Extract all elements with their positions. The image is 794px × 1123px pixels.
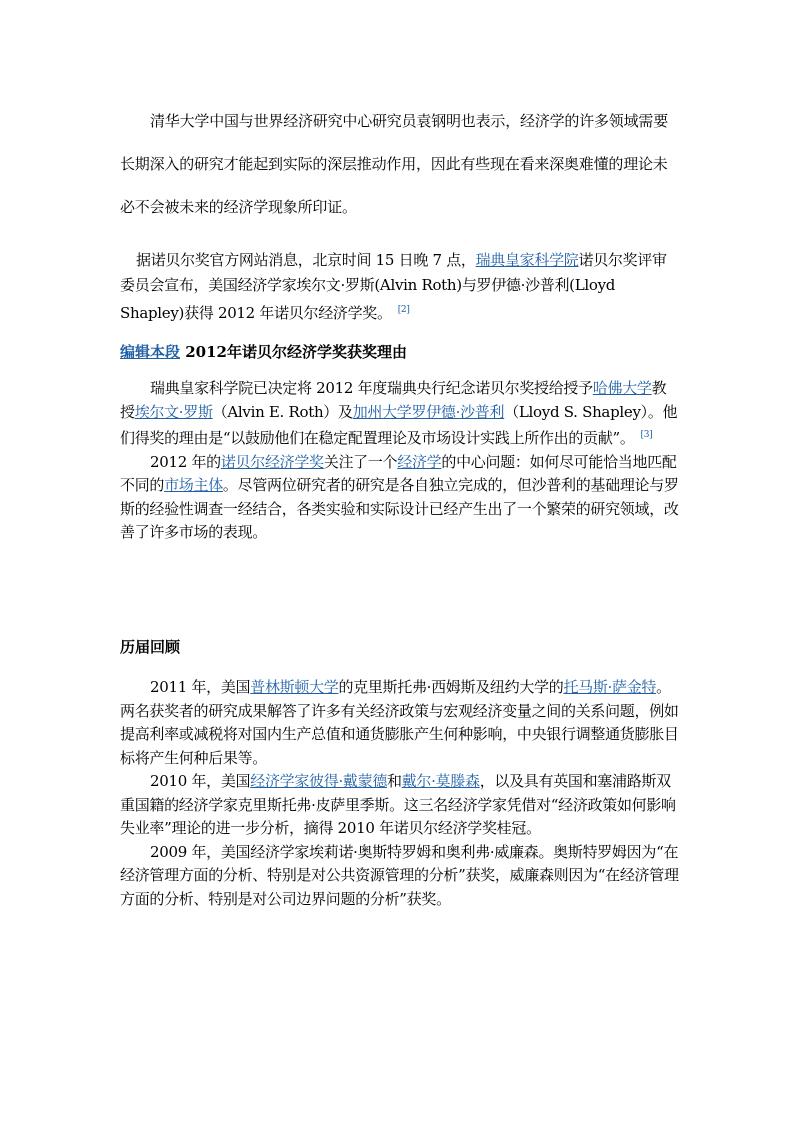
- section-heading: [120, 341, 680, 363]
- link-royal-swedish-academy[interactable]: 瑞典皇家科学院: [475, 251, 579, 269]
- text-segment: 和: [387, 772, 402, 790]
- text-segment: 教授: [120, 379, 667, 421]
- section-title: 2012年诺贝尔经济学奖获奖理由: [185, 343, 407, 361]
- link-alvin-roth[interactable]: 埃尔文·罗斯: [134, 402, 213, 421]
- link-economics[interactable]: 经济学: [397, 452, 442, 471]
- text-segment: 。尽管两位研究者的研究是各自独立完成的，但沙普利的基础理论与罗斯的经验性调查一经结合，各类实验和实际设计已经产生出了一个繁荣的研究领域，改善了许多市场的表现。: [120, 476, 679, 541]
- text-segment: 关注了一个: [323, 452, 398, 471]
- link-harvard[interactable]: 哈佛大学: [592, 379, 652, 397]
- link-peter-diamond[interactable]: 经济学家彼得·戴蒙德: [250, 772, 388, 790]
- paragraph-2009: [120, 841, 680, 912]
- section-title: 历届回顾: [120, 638, 181, 656]
- section-past-review: [120, 636, 680, 911]
- text-segment: ，以及具有英国和塞浦路斯双重国籍的经济学家克里斯托弗·皮萨里季斯。这三名经济学家凭借对“经济政策如何影响失业率”理论的进一步分析，摘得 2010 年诺贝尔经济学奖桂冠。: [120, 772, 676, 837]
- link-lloyd-shapley[interactable]: 加州大学罗伊德·沙普利: [352, 402, 505, 421]
- text-segment: 2012 年的: [150, 452, 221, 471]
- text-segment: 2011 年，美国: [150, 678, 251, 696]
- link-thomas-sargent[interactable]: 托马斯·萨金特: [563, 678, 657, 696]
- text-segment: 2010 年，美国: [150, 772, 251, 790]
- link-dale-mortensen[interactable]: 戴尔·莫滕森: [401, 772, 480, 790]
- paragraph-2010: [120, 770, 680, 841]
- text-segment: 的克里斯托弗·西姆斯及纽约大学的: [338, 678, 564, 696]
- reference-2[interactable]: [2]: [397, 305, 410, 315]
- paragraph-award-reason: [120, 377, 680, 451]
- link-nobel-economics[interactable]: 诺贝尔经济学奖: [220, 452, 324, 471]
- text-segment: 诺贝尔奖评审委员会宣布，美国经济学家埃尔文·罗斯(Alvin Roth)与罗伊德·沙普利(Lloyd Shapley)获得 2012 年诺贝尔经济学奖。: [120, 251, 667, 322]
- text-segment: 的中心问题：如何尽可能恰当地匹配不同的: [120, 452, 677, 494]
- paragraph-2011: [120, 676, 680, 770]
- section-2012-reason: [120, 341, 680, 545]
- text-segment: 2009 年，美国经济学家埃莉诺·奥斯特罗姆和奥利弗·威廉森。奥斯特罗姆因为“在经济管理方面的分析、特别是对公共资源管理的分析”获奖，威廉森则因为“在经济管理方面的分析、特别是对公司边界问题的分析”获奖。: [120, 842, 679, 908]
- paragraph-text: 清华大学中国与世界经济研究中心研究员袁钢明也表示，经济学的许多领域需要长期深入的研究才能起到实际的深层推动作用，因此有些现在看来深奥难懂的理论未必不会被未来的经济学现象所印证。: [120, 112, 669, 216]
- paragraph-nobel-announcement: [120, 248, 680, 326]
- paragraph-yuan-gangming: [120, 100, 680, 229]
- text-segment: （Alvin E. Roth）及: [212, 402, 353, 421]
- edit-section-link[interactable]: 编辑本段: [120, 343, 181, 361]
- text-segment: 。两名获奖者的研究成果解答了许多有关经济政策与宏观经济变量之间的关系问题，例如提高利率或减税将对国内生产总值和通货膨胀产生何种影响，中央银行调整通货膨胀目标将产生何种后果等。: [120, 678, 679, 767]
- reference-3[interactable]: [3]: [640, 430, 653, 440]
- link-market-entity[interactable]: 市场主体: [164, 476, 223, 494]
- paragraph-market-matching: [120, 451, 680, 545]
- text-segment: （Lloyd S. Shapley）。他们得奖的理由是“以鼓励他们在稳定配置理论及市场设计实践上所作出的贡献”。: [120, 402, 678, 447]
- text-segment: 据诺贝尔奖官方网站消息，北京时间 15 日晚 7 点，: [136, 251, 476, 269]
- text-segment: 瑞典皇家科学院已决定将 2012 年度瑞典央行纪念诺贝尔奖授给授予: [150, 379, 593, 397]
- link-princeton[interactable]: 普林斯顿大学: [250, 678, 339, 696]
